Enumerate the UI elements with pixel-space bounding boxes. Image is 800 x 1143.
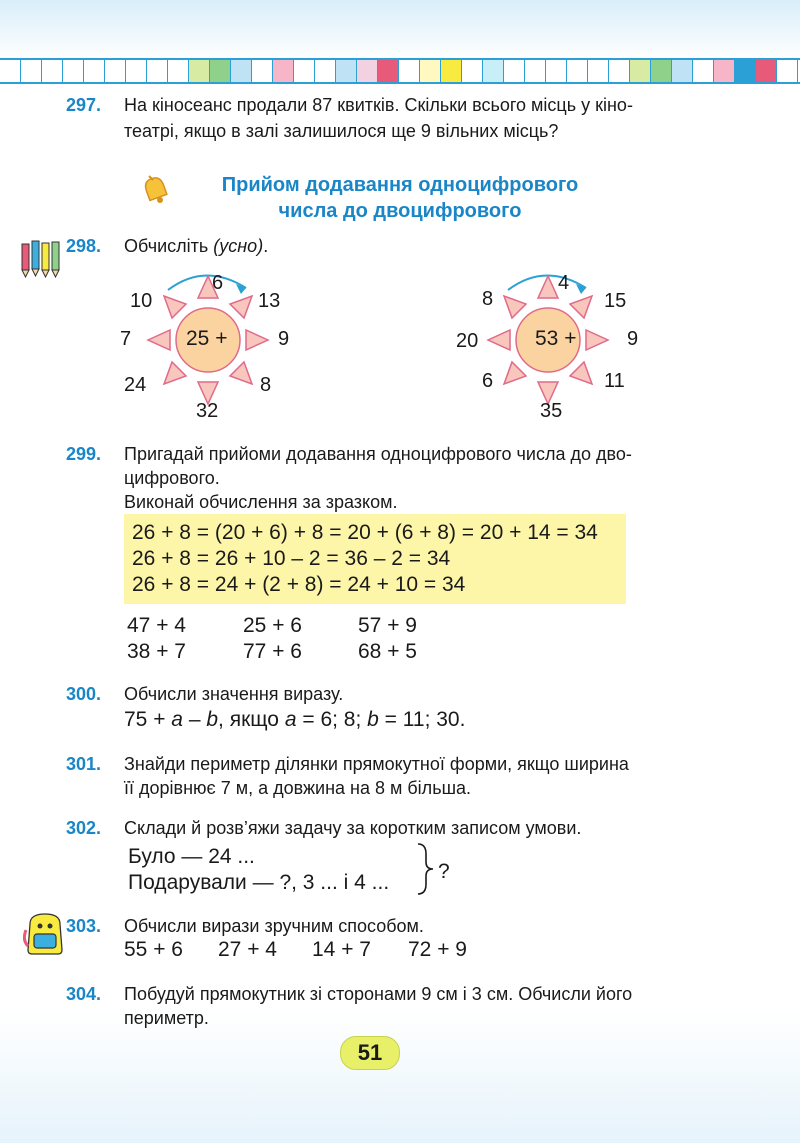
strip-cell (294, 60, 315, 82)
strip-cell (756, 60, 777, 82)
sun-2-top: 4 (558, 272, 570, 294)
strip-cell (126, 60, 147, 82)
top-color-strip (0, 58, 800, 84)
strip-cell (651, 60, 672, 82)
sun-1-bottom-right: 8 (260, 374, 272, 396)
task-297-line-2: театрі, якщо в залі залишилося ще 9 вільних місць? (124, 121, 559, 141)
strip-cell (735, 60, 756, 82)
brace-icon (416, 842, 436, 896)
strip-cell (63, 60, 84, 82)
task-303-expr-1: 55 + 6 (124, 938, 183, 961)
sun-2-bottom: 35 (540, 400, 563, 422)
task-300-line-1: Обчисли значення виразу. (124, 684, 344, 704)
page-number: 51 (340, 1036, 400, 1070)
sun-2-top-right: 15 (604, 290, 627, 312)
strip-cell (378, 60, 399, 82)
sun-1-bottom: 32 (196, 400, 219, 422)
exercise-2-2: 77 + 6 (243, 640, 302, 663)
task-number-302: 302. (66, 818, 102, 838)
strip-cell (336, 60, 357, 82)
strip-cell (462, 60, 483, 82)
strip-cell (273, 60, 294, 82)
strip-cell (210, 60, 231, 82)
sun-1-right: 9 (278, 328, 290, 350)
strip-cell (21, 60, 42, 82)
strip-cell (42, 60, 63, 82)
task-301-line-1: Знайди периметр ділянки прямокутної форми, якщо ширина (124, 754, 629, 774)
task-number-304: 304. (66, 984, 102, 1004)
strip-cell (525, 60, 546, 82)
task-number-300: 300. (66, 684, 102, 704)
condition-line-1: Було — 24 ... (128, 845, 255, 868)
task-299-line-1: Пригадай прийоми додавання одноцифрового числа до дво- (124, 444, 632, 464)
strip-cell (588, 60, 609, 82)
strip-cell (168, 60, 189, 82)
task-number-299: 299. (66, 444, 102, 464)
strip-cell (567, 60, 588, 82)
task-number-303: 303. (66, 916, 102, 936)
exercise-1-1: 47 + 4 (127, 614, 186, 637)
strip-cell (315, 60, 336, 82)
strip-cell (0, 60, 21, 82)
sun-2-top-left: 8 (482, 288, 494, 310)
sun-1-center: 25 + (186, 327, 228, 350)
sample-line-3: 26 + 8 = 24 + (2 + 8) = 24 + 10 = 34 (132, 573, 466, 596)
task-302-line-1: Склади й розв’яжи задачу за коротким записом умови. (124, 818, 582, 838)
strip-cell (105, 60, 126, 82)
section-heading-line-1: Прийом додавання одноцифрового (221, 174, 579, 196)
task-299-line-2: цифрового. (124, 468, 220, 488)
strip-cell (189, 60, 210, 82)
task-298-note: (усно) (213, 236, 264, 256)
strip-cell (147, 60, 168, 82)
strip-cell (357, 60, 378, 82)
task-303-expr-2: 27 + 4 (218, 938, 277, 961)
task-number-297: 297. (66, 95, 102, 115)
backpack-icon (22, 912, 68, 956)
strip-cell (672, 60, 693, 82)
exercise-3-1: 57 + 9 (358, 614, 417, 637)
sun-2-left: 20 (456, 330, 479, 352)
strip-cell (777, 60, 798, 82)
task-301-line-2: її дорівнює 7 м, а довжина на 8 м більша. (124, 778, 472, 798)
section-heading-line-2: числа до двоцифрового (278, 200, 522, 222)
task-300-expression: 75 + a – b, якщо a = 6; 8; b = 11; 30. (124, 708, 466, 731)
task-303-expr-3: 14 + 7 (312, 938, 371, 961)
exercise-1-2: 38 + 7 (127, 640, 186, 663)
sun-1-left: 7 (120, 328, 132, 350)
condition-question: ? (438, 860, 450, 883)
sun-1-top-right: 13 (258, 290, 281, 312)
task-298-dot: . (263, 236, 269, 256)
sun-2-center: 53 + (535, 327, 577, 350)
strip-cell (546, 60, 567, 82)
strip-cell (420, 60, 441, 82)
sample-line-2: 26 + 8 = 26 + 10 – 2 = 36 – 2 = 34 (132, 547, 451, 570)
strip-cell (714, 60, 735, 82)
strip-cell (399, 60, 420, 82)
sun-2-right: 9 (627, 328, 639, 350)
sun-1-top-left: 10 (130, 290, 153, 312)
task-303-expr-4: 72 + 9 (408, 938, 467, 961)
task-297-line-1: На кіносеанс продали 87 квитків. Скільки всього місць у кіно- (124, 95, 633, 115)
sample-box (124, 514, 626, 604)
exercise-2-1: 25 + 6 (243, 614, 302, 637)
exercise-3-2: 68 + 5 (358, 640, 417, 663)
condition-line-2: Подарували — ?, 3 ... і 4 ... (128, 871, 390, 894)
task-298-text (124, 234, 268, 258)
task-303-line-1: Обчисли вирази зручним способом. (124, 916, 424, 936)
task-298-instruction: Обчисліть (124, 236, 214, 256)
strip-cell (483, 60, 504, 82)
sample-line-1: 26 + 8 = (20 + 6) + 8 = 20 + (6 + 8) = 20 + 14 = 34 (132, 521, 598, 544)
strip-cell (441, 60, 462, 82)
strip-cell (252, 60, 273, 82)
task-304-line-2: периметр. (124, 1008, 209, 1028)
sun-2-bottom-left: 6 (482, 370, 494, 392)
sun-1-bottom-left: 24 (124, 374, 147, 396)
task-number-301: 301. (66, 754, 102, 774)
strip-cell (231, 60, 252, 82)
strip-cell (609, 60, 630, 82)
task-299-line-3: Виконай обчислення за зразком. (124, 492, 398, 512)
sun-1-top: 6 (212, 272, 224, 294)
sun-2-bottom-right: 11 (604, 370, 625, 392)
strip-cell (630, 60, 651, 82)
strip-cell (693, 60, 714, 82)
strip-cell (504, 60, 525, 82)
task-number-298: 298. (66, 236, 102, 256)
task-304-line-1: Побудуй прямокутник зі сторонами 9 см і 3 см. Обчисли його (124, 984, 633, 1004)
strip-cell (84, 60, 105, 82)
sun-1-graphic (0, 260, 800, 460)
